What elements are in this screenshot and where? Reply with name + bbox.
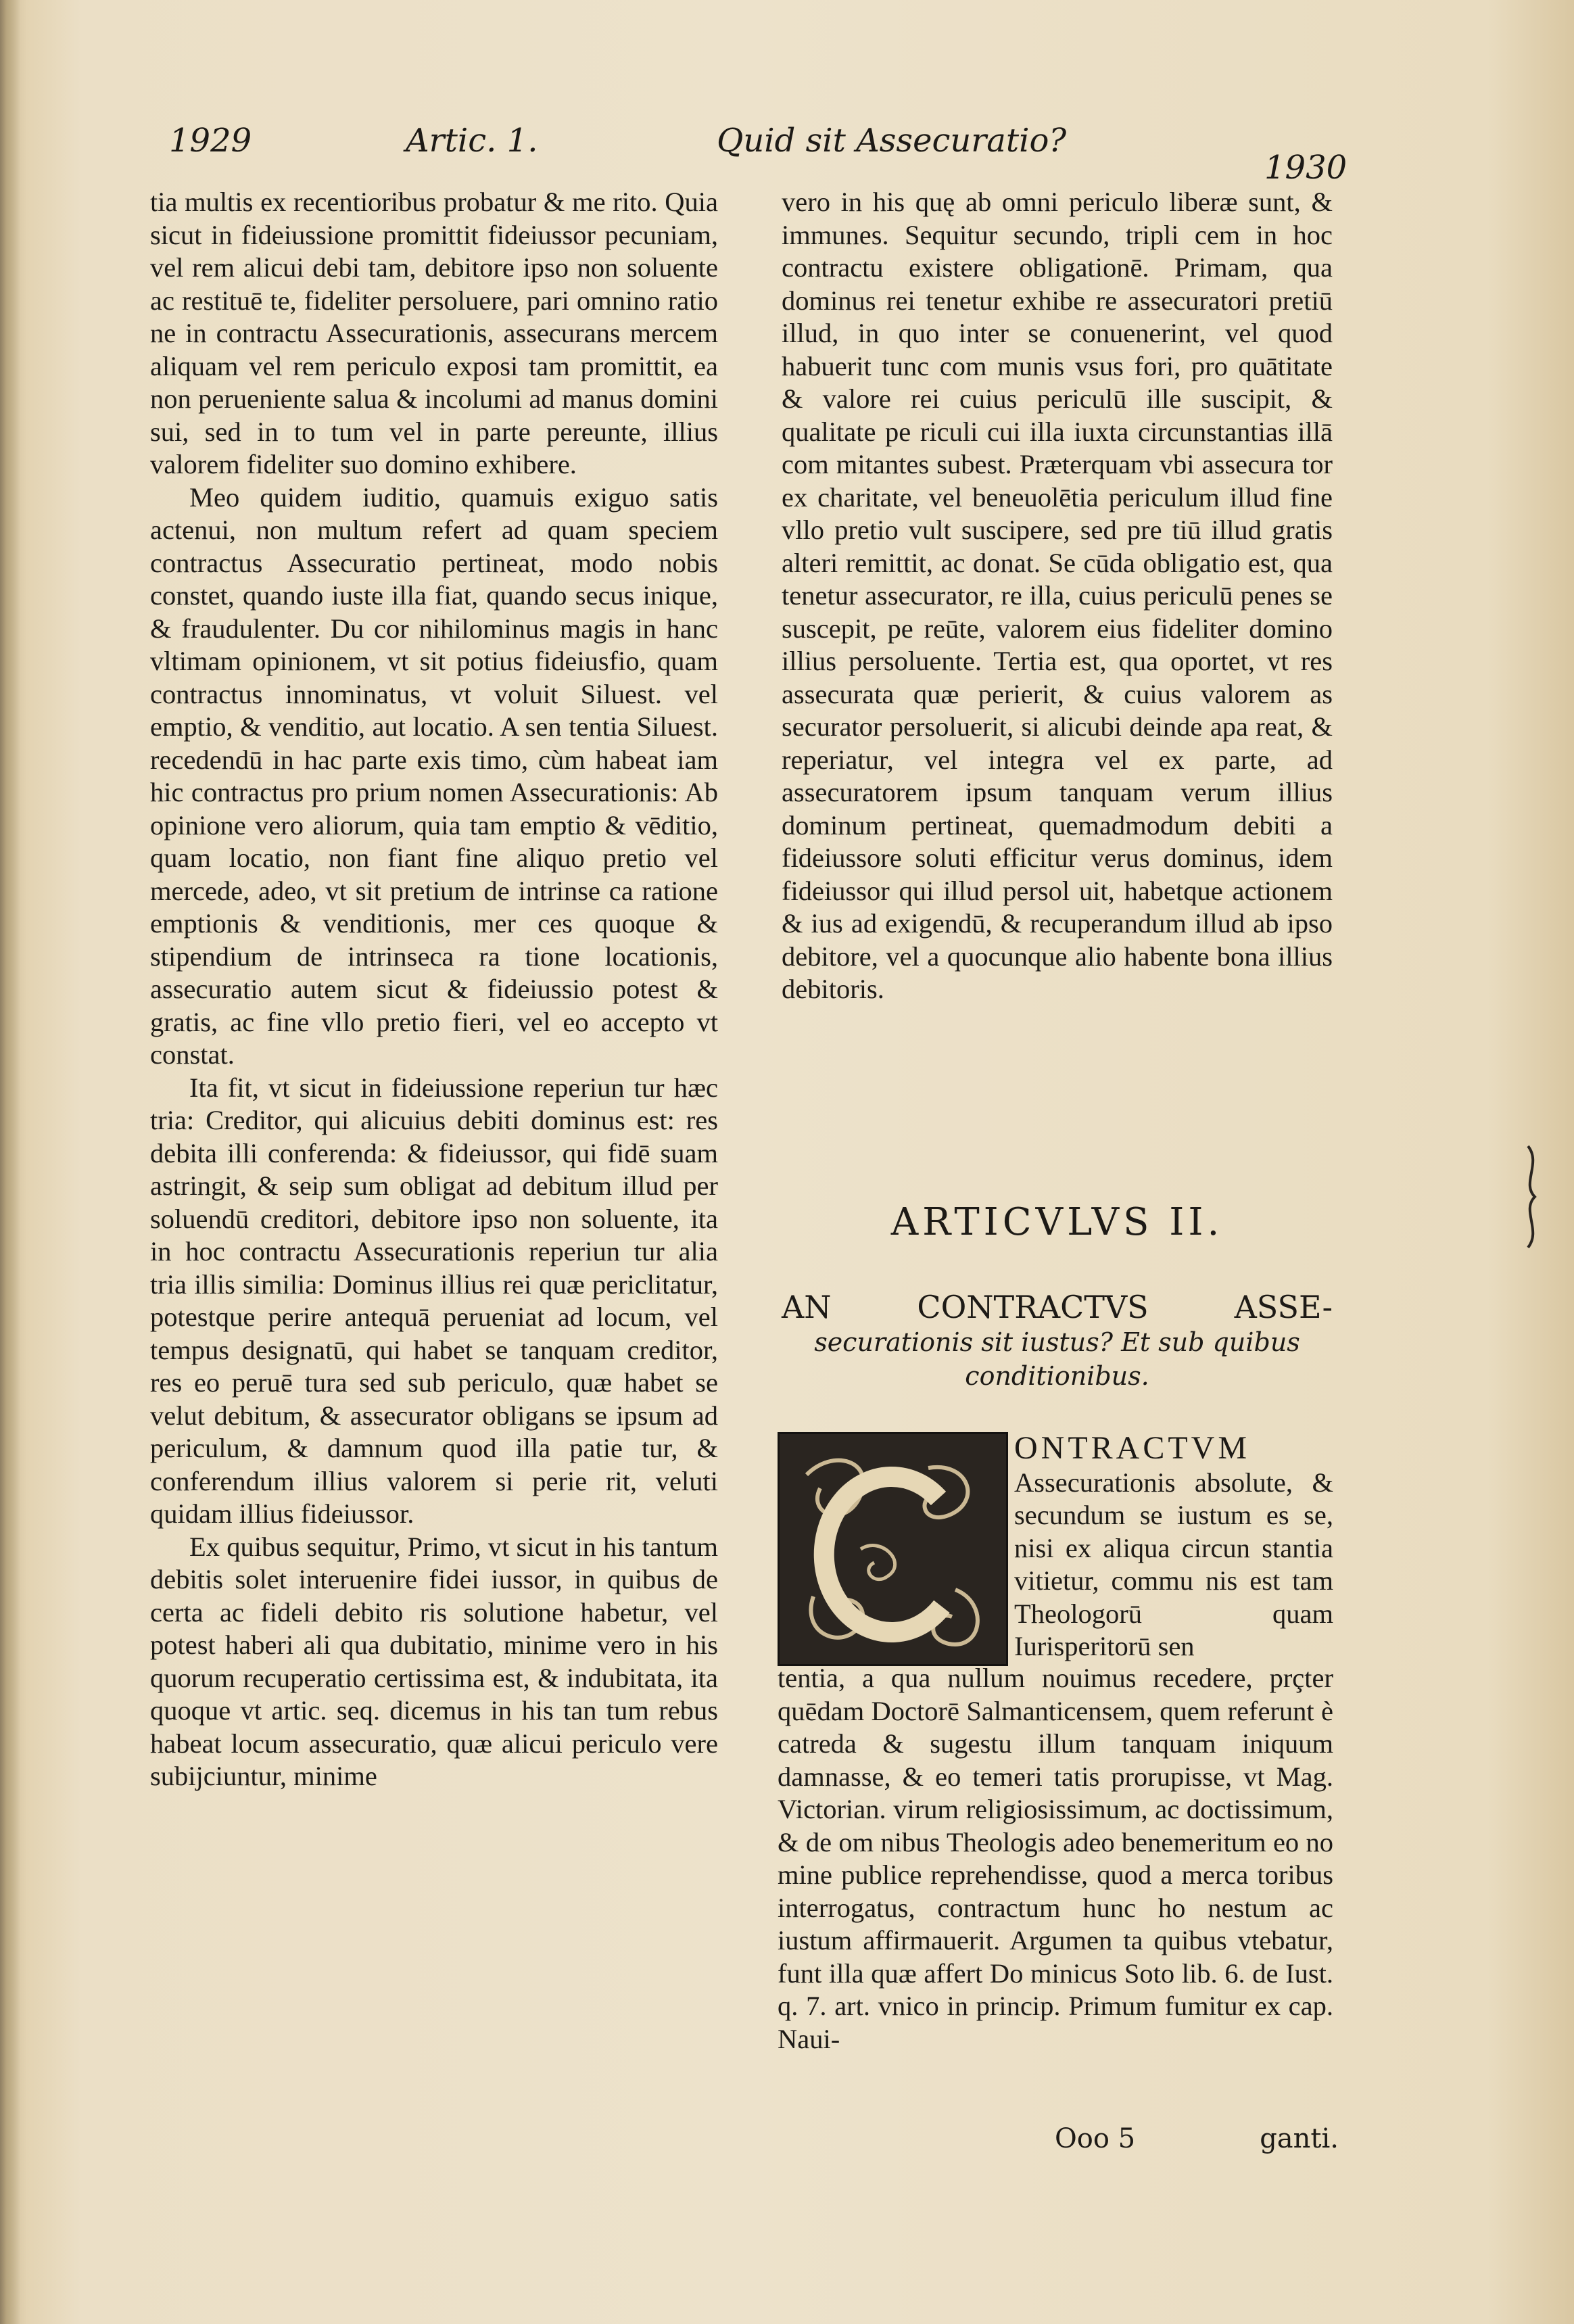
- left-paragraph-2: Meo quidem iuditio, quamuis exiguo satis actenui, non multum refert ad quam speciem contractus Assecuratio pertineat, modo nobis constet, quando iuste illa fiat, quando secus inique, & fraudulenter. Du cor nihilominus magis in hanc vltimam opinionem, vt sit potius fideiusfio, quam contractus innominatus, vt voluit Siluest. vel emptio, & venditio, aut locatio. A sen tentia Siluest. recedendū in hac parte exis timo, cùm habeat iam hic contractus pro prium nomen Assecurationis: Ab opinione vero aliorum, quia tam emptio & vēditio, quam locatio, non fiant fine aliquo pretio vel mercede, adeo, vt sit pretium de intrinse ca ratione emptionis & venditionis, mer ces quoque & stipendium de intrinseca ra tione locationis, assecuratio autem sicut & fideiussio potest & gratis, ac fine vllo pretio fieri, vel eo accepto vt constat.: [150, 481, 718, 1070]
- question-heading: AN CONTRACTVS ASSE-: [782, 1289, 1333, 1325]
- left-paragraph-3: Ita fit, vt sicut in fideiussione reperiun tur hæc tria: Creditor, qui alicuius debiti dominus est: res debita illi conferenda: & fideiussor, qui fidē suam astringit, & seip sum obligat ad debitum illud per soluendū creditori, debitore ipso non soluente, ita in hoc contractu Assecurationis reperiun tur alia tria illis similia: Dominus illius rei quæ periclitatur, potestque perire antequā perueniat ad locum, vel tempus designatū, qui habet se tanquam creditor, res eo peruē tura sed sub periculo, quæ habet se velut debitum, & assecurator obligans se ipsum ad periculum, & damnum quod illa patie tur, & conferendum illius valorem si perie rit, veluti quidam illius fideiussor.: [150, 1072, 718, 1529]
- article-label: Artic. 1.: [406, 122, 538, 160]
- catchword: ganti.: [1260, 2123, 1339, 2154]
- page-number-right: 1930: [1264, 149, 1348, 187]
- running-title: Quid sit Assecuratio?: [717, 122, 1067, 160]
- page-edge: [0, 0, 20, 2324]
- signature-mark: Ooo 5: [1055, 2123, 1136, 2154]
- left-column: [150, 186, 718, 1793]
- opening-paragraph: [1014, 1432, 1333, 1663]
- question-subheading: securationis sit iustus? Et sub quibus conditionibus.: [814, 1327, 1300, 1391]
- continuation-paragraph: tentia, a qua nullum nouimus recedere, prçter quēdam Doctorē Salmanticensem, quem referunt è catreda & sugestu illum tanquam iniquum damnasse, & eo temeri tatis prorupisse, vt Mag. Victorian. virum religiosissimum, ac doctissimum, & de om nibus Theologis adeo benemeritum eo no mine publice reprehendisse, quod a merca toribus interrogatus, contractum hunc ho nestum ac iustum affirmauerit. Argumen ta quibus vtebatur, funt illa quæ affert Do minicus Soto lib. 6. de Iust. q. 7. art. vnico in princip. Primum fumitur ex cap. Naui-: [778, 1663, 1333, 2054]
- decorated-initial-c: [778, 1432, 1008, 1666]
- right-column: [782, 186, 1333, 1006]
- ornamental-initial-icon: [780, 1434, 1006, 1664]
- margin-bracket-icon: [1515, 1143, 1555, 1251]
- right-paragraph-1: vero in his quę ab omni periculo liberæ sunt, & immunes. Sequitur secundo, tripli cem in hoc contractu existere obligationē. Primam, qua dominus rei tenetur exhibe re assecuratori pretiū illud, in quo inter se conuenerint, vel quod habuerit tunc com munis vsus fori, pro quātitate & valore rei cuius periculū ille suscipit, & qualitate pe riculi cui illa iuxta circunstantias illā com mitantes subest. Præterquam vbi assecura tor ex charitate, vel beneuolētia periculum illud fine vllo pretio vult suscipere, sed pre tiū illud gratis alteri remittit, ac donat. Se cūda obligatio est, qua tenetur assecurator, re illa, cuius periculū penes se suscepit, pe reūte, valorem eius fideliter domino illius persoluente. Tertia est, qua oportet, vt res assecurata quæ perierit, & cuius valorem as securator persoluerit, si alicubi deinde apa reat, & reperiatur, vel integra vel ex parte, ad assecuratorem ipsum tanquam verum illius dominum pertineat, quemadmodum debiti a fideiussore soluti efficitur verus dominus, idem fideiussor qui illud persol uit, habetque actionem & ius ad exigendū, & recuperandum illud ab ipso debitore, vel a quocunque alio habente bona illius debitoris.: [782, 187, 1333, 1004]
- running-header: [169, 122, 1359, 187]
- left-paragraph-4: Ex quibus sequitur, Primo, vt sicut in his tantum debitis solet interuenire fidei iussor, in quibus de certa ac fideli debito ris solutione habetur, vel potest haberi ali qua dubitatio, minime vero in his quorum recuperatio certissima est, & indubitata, ita quoque vt artic. seq. dicemus in his tan tum rebus habeat locum assecuratio, quæ alicui periculo vere subijciuntur, minime: [150, 1531, 718, 1791]
- opening-text: Assecurationis absolute, & secundum se iustum es se, nisi ex aliqua circun stantia vitietur, commu nis est tam Theologorū quam Iurisperitorū sen: [1014, 1467, 1333, 1661]
- left-paragraph-1: tia multis ex recentioribus probatur & me rito. Quia sicut in fideiussione promittit fideiussor pecuniam, vel rem alicui debi tam, debitore ipso non soluente ac restituē te, fideliter persoluere, pari omnino ratio ne in contractu Assecurationis, assecurans mercem aliquam vel rem periculo exposi tam promittit, ea non perueniente salua & incolumi ad manus domini sui, sed in to tum vel in parte pereunte, illius valorem fideliter suo domino exhibere.: [150, 187, 718, 479]
- opening-caps: ONTRACTVM: [1014, 1430, 1251, 1466]
- page-number-left: 1929: [169, 122, 252, 160]
- article-heading: ARTICVLVS II.: [890, 1200, 1224, 1244]
